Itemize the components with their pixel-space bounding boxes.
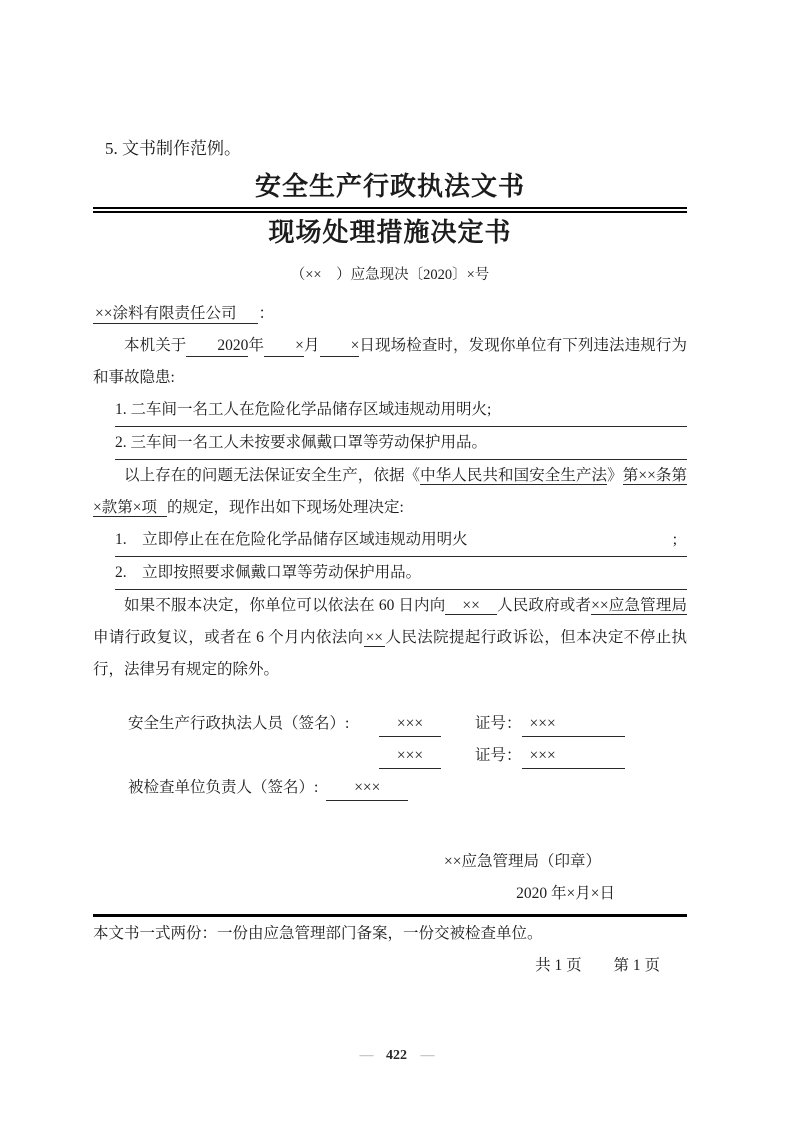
inspected-label: 被检查单位负责人（签名）:	[128, 779, 319, 796]
cert-label-2: 证号：	[475, 747, 522, 764]
decision-item-1-tail: ;	[672, 531, 677, 548]
enforcer-name-2: ×××	[379, 744, 441, 769]
decision-item-1-text: 1. 立即停止在在危险化学品储存区域违规动用明火	[115, 531, 468, 548]
intro-month-blank: ×	[264, 336, 304, 357]
violation-item-1	[115, 394, 687, 427]
cert-no-1: ×××	[522, 712, 625, 737]
decision-item-1	[115, 524, 687, 557]
double-rule	[93, 207, 687, 213]
violation-item-2-text: 2. 三车间一名工人未按要求佩戴口罩等劳动保护用品。	[115, 434, 488, 451]
decision-item-2-tail	[677, 557, 687, 589]
cert-label-1: 证号：	[475, 715, 522, 732]
appeal-part2: 人民政府或者	[496, 597, 592, 614]
page-number-value: 422	[386, 1048, 407, 1063]
appeal-paragraph	[93, 590, 687, 686]
violation-item-2	[115, 427, 687, 460]
intro-paragraph	[93, 330, 687, 394]
intro-lead: 本机关于	[124, 337, 187, 354]
law-name: 中华人民共和国安全生产法	[420, 467, 608, 484]
footer-note: 本文书一式两份：一份由应急管理部门备案，一份交被检查单位。	[93, 925, 543, 942]
legal-basis-prefix: 以上存在的问题无法保证安全生产，依据《	[124, 467, 421, 484]
decision-item-2-text: 2. 立即按照要求佩戴口罩等劳动保护用品。	[115, 564, 422, 581]
pages-current: 第 1 页	[613, 957, 660, 974]
issuer-stamp-line: ××应急管理局（印章）	[444, 853, 601, 870]
appeal-part1: 如果不服本决定，你单位可以依法在 60 日内向	[124, 597, 446, 614]
section-heading: 5. 文书制作范例。	[105, 139, 241, 158]
pages-total: 共 1 页	[535, 957, 582, 974]
enforcer-signature-row-1	[128, 708, 687, 740]
appeal-part4: 人民法院提起行政诉讼，但本决定不停止执行，法律另有规定的除外。	[93, 629, 687, 678]
enforcer-signature-row-2	[128, 740, 687, 772]
intro-day-blank: ×	[320, 336, 360, 357]
enforcer-label: 安全生产行政执法人员（签名）:	[128, 715, 350, 732]
page-number	[0, 1048, 793, 1064]
addressee-line	[93, 298, 687, 330]
decision-item-2	[115, 557, 687, 590]
law-article-blank: 第××条第×款第×项	[93, 467, 687, 516]
appeal-bureau-blank: ××应急管理局	[591, 597, 687, 614]
enforcer-name-1: ×××	[379, 712, 441, 737]
footer-pages	[93, 950, 687, 982]
law-close-bracket: 》	[607, 467, 623, 484]
signature-block	[128, 708, 687, 804]
appeal-court-blank: ××	[365, 629, 384, 646]
appeal-part3: 申请行政复议，或者在 6 个月内依法向	[93, 629, 364, 646]
cert-no-2: ×××	[522, 744, 625, 769]
legal-basis-suffix: 的规定，现作出如下现场处理决定:	[166, 499, 404, 516]
addressee-name: ××涂料有限责任公司	[93, 305, 258, 324]
intro-year-unit: 年	[248, 337, 265, 354]
document-content	[93, 0, 687, 982]
intro-year-blank: 2020	[186, 336, 248, 357]
issuer-block	[93, 846, 687, 910]
page-number-left-dash: —	[359, 1048, 373, 1063]
footer-rule	[93, 914, 687, 917]
violation-item-1-text: 1. 二车间一名工人在危险化学品储存区域违规动用明火;	[115, 401, 492, 418]
intro-month-unit: 月	[303, 337, 320, 354]
appeal-gov-blank: ××	[445, 597, 496, 615]
doc-title-line1: 安全生产行政执法文书	[254, 171, 525, 201]
addressee-colon: ：	[258, 305, 274, 322]
doc-number: （×× ）应急现决〔2020〕×号	[290, 267, 490, 283]
page-number-right-dash: —	[420, 1048, 434, 1063]
inspected-signature-row	[128, 772, 687, 804]
legal-basis-paragraph	[93, 460, 687, 524]
issuer-date-line: 2020 年×月×日	[516, 885, 615, 902]
doc-title-line2: 现场处理措施决定书	[268, 217, 512, 247]
inspected-name: ×××	[326, 776, 408, 801]
intro-rest: 日现场检查时，发现你单位有下列违法违规行为和事故隐患:	[93, 337, 687, 386]
